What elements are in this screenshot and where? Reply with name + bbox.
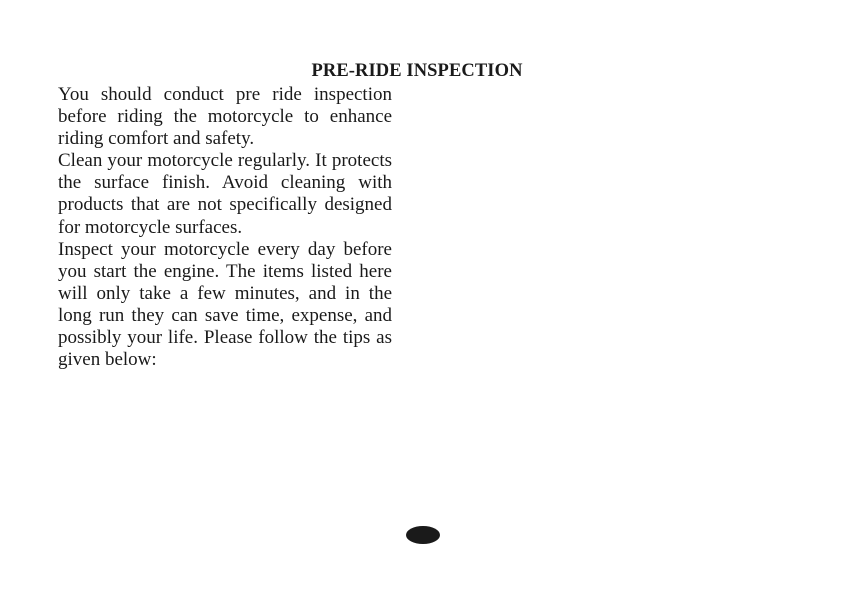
page-title: PRE-RIDE INSPECTION xyxy=(311,61,523,81)
paragraph-cleaning: Clean your motorcycle regularly. It protects the surface finish. Avoid cleaning with products that are not specifically designed for motorcycle surfaces. xyxy=(58,150,392,238)
body-text-column xyxy=(58,84,392,371)
paragraph-daily-inspection: Inspect your motorcycle every day before you start the engine. The items listed here will only take a few minutes, and in the long run they can save time, expense, and possibly your life. Please follow the tips as given below: xyxy=(58,238,392,371)
page-number-marker xyxy=(406,526,440,544)
paragraph-pre-ride-intro: You should conduct pre ride inspection before riding the motorcycle to enhance riding comfort and safety. xyxy=(58,84,392,150)
